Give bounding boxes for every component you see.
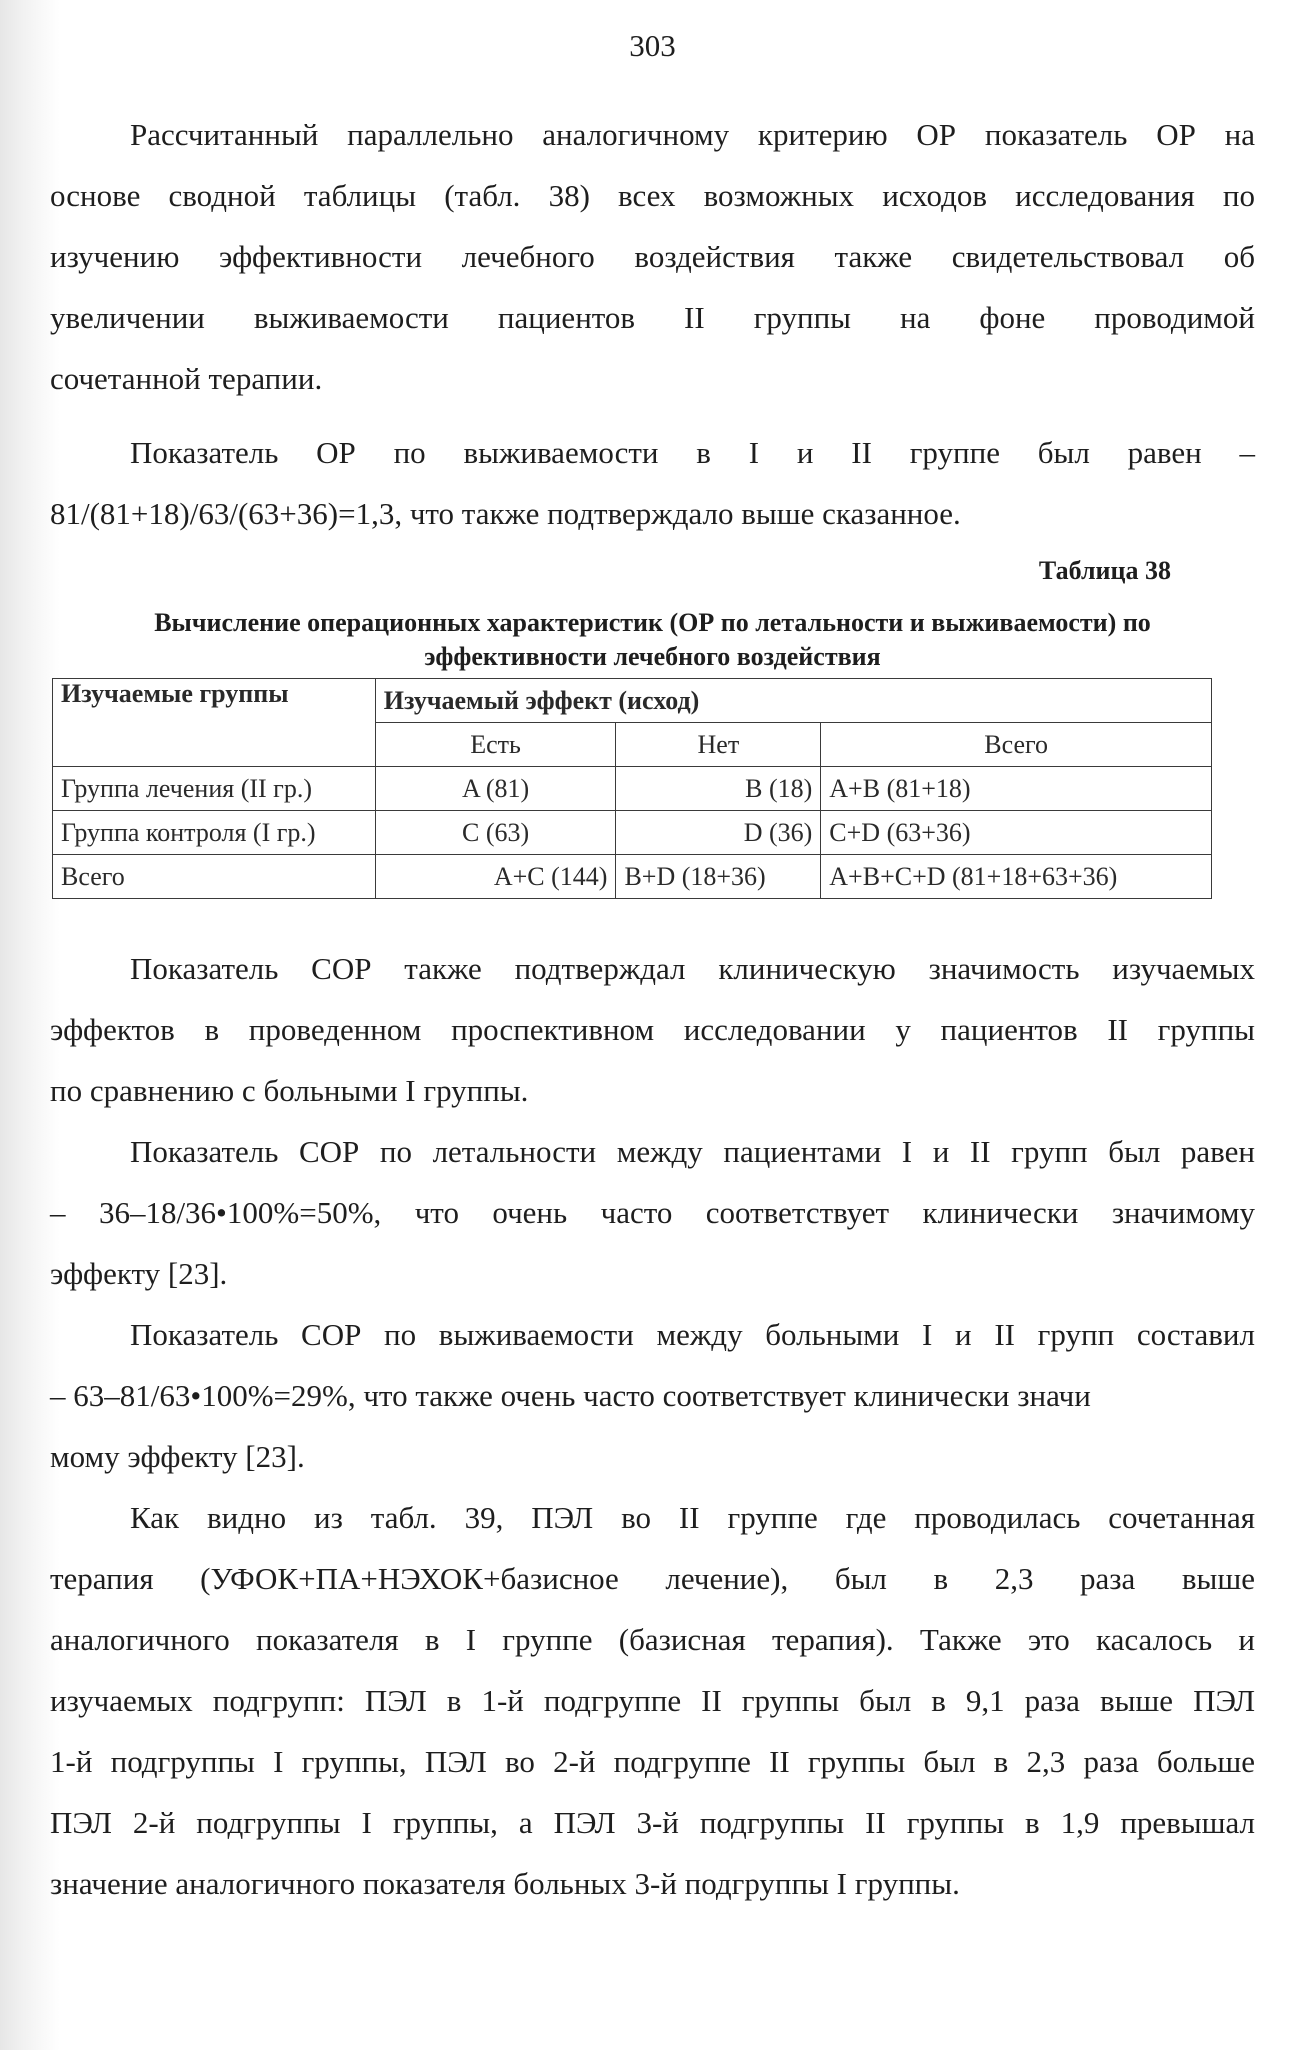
- text-line: Показатель СОР по выживаемости между больными I и II групп составил: [130, 1317, 1255, 1352]
- text-line: 1-й подгруппы I группы, ПЭЛ во 2-й подгруппе II группы был в 2,3 раза больше: [50, 1744, 1255, 1779]
- subheader-yes: Есть: [375, 723, 616, 767]
- text-line: основе сводной таблицы (табл. 38) всех возможных исходов исследования по: [50, 178, 1255, 213]
- text-line: аналогичного показателя в I группе (базисная терапия). Также это касалось и: [50, 1622, 1255, 1657]
- page-number: 303: [629, 28, 676, 63]
- outcomes-table: [52, 678, 1212, 899]
- text-line: изучаемых подгрупп: ПЭЛ в 1-й подгруппе II группы был в 9,1 раза выше ПЭЛ: [50, 1683, 1255, 1718]
- subheader-total: Всего: [821, 723, 1212, 767]
- text-line: эффектов в проведенном проспективном исследовании у пациентов II группы: [50, 1012, 1255, 1047]
- paragraph-sor-mortality: [50, 1121, 1255, 1304]
- text-line: эффекту [23].: [50, 1256, 228, 1291]
- row-total: C+D (63+36): [821, 811, 1212, 855]
- text-line: Показатель СОР также подтверждал клиническую значимость изучаемых: [130, 951, 1255, 986]
- row-no: B+D (18+36): [616, 855, 821, 899]
- row-yes: A+C (144): [375, 855, 616, 899]
- table-row: [53, 855, 1212, 899]
- text-line: – 63–81/63•100%=29%, что также очень часто соответствует клинически значи: [50, 1378, 1091, 1413]
- text-line: – 36–18/36•100%=50%, что очень часто соответствует клинически значимому: [50, 1195, 1255, 1230]
- text-line: терапия (УФОК+ПА+НЭХОК+базисное лечение), был в 2,3 раза выше: [50, 1561, 1255, 1596]
- table-caption-line: эффективности лечебного воздействия: [424, 642, 881, 671]
- row-no: B (18): [616, 767, 821, 811]
- row-yes: C (63): [375, 811, 616, 855]
- text-line: сочетанной терапии.: [50, 361, 323, 396]
- row-yes: A (81): [375, 767, 616, 811]
- table-label: Таблица 38: [1038, 556, 1171, 585]
- text-line: значение аналогичного показателя больных 3-й подгруппы I группы.: [50, 1866, 960, 1901]
- table-row: [53, 767, 1212, 811]
- text-line: мому эффекту [23].: [50, 1439, 305, 1474]
- text-line: по сравнению с больными I группы.: [50, 1073, 529, 1108]
- text-line: 81/(81+18)/63/(63+36)=1,3, что также подтверждало выше сказанное.: [50, 496, 961, 531]
- table-caption: [50, 606, 1255, 674]
- paragraph-sor-significance: [50, 938, 1255, 1121]
- row-group: Группа контроля (I гр.): [53, 811, 376, 855]
- table-row: [53, 811, 1212, 855]
- text-line: Рассчитанный параллельно аналогичному критерию ОР показатель ОР на: [130, 117, 1255, 152]
- row-total: A+B+C+D (81+18+63+36): [821, 855, 1212, 899]
- row-total: A+B (81+18): [821, 767, 1212, 811]
- text-line: Показатель СОР по летальности между пациентами I и II групп был равен: [130, 1134, 1255, 1169]
- paragraph-sor-survival: [50, 1304, 1255, 1487]
- text-line: ПЭЛ 2-й подгруппы I группы, а ПЭЛ 3-й подгруппы II группы в 1,9 превышал: [50, 1805, 1255, 1840]
- table-caption-line: Вычисление операционных характеристик (ОР по летальности и выживаемости) по: [154, 608, 1151, 637]
- group-header: Изучаемые группы: [53, 679, 376, 767]
- effect-header: Изучаемый эффект (исход): [375, 679, 1211, 723]
- text-line: увеличении выживаемости пациентов II группы на фоне проводимой: [50, 300, 1255, 335]
- row-no: D (36): [616, 811, 821, 855]
- text-line: изучению эффективности лечебного воздействия также свидетельствовал об: [50, 239, 1255, 274]
- subheader-no: Нет: [616, 723, 821, 767]
- row-group: Группа лечения (II гр.): [53, 767, 376, 811]
- text-line: Как видно из табл. 39, ПЭЛ во II группе где проводилась сочетанная: [130, 1500, 1255, 1535]
- paragraph-or-summary: [50, 104, 1255, 409]
- text-line: Показатель ОР по выживаемости в I и II группе был равен –: [130, 435, 1255, 470]
- table-header-row: [53, 679, 1212, 723]
- row-group: Всего: [53, 855, 376, 899]
- paragraph-or-survival: [50, 422, 1255, 544]
- paragraph-pel: [50, 1487, 1255, 1914]
